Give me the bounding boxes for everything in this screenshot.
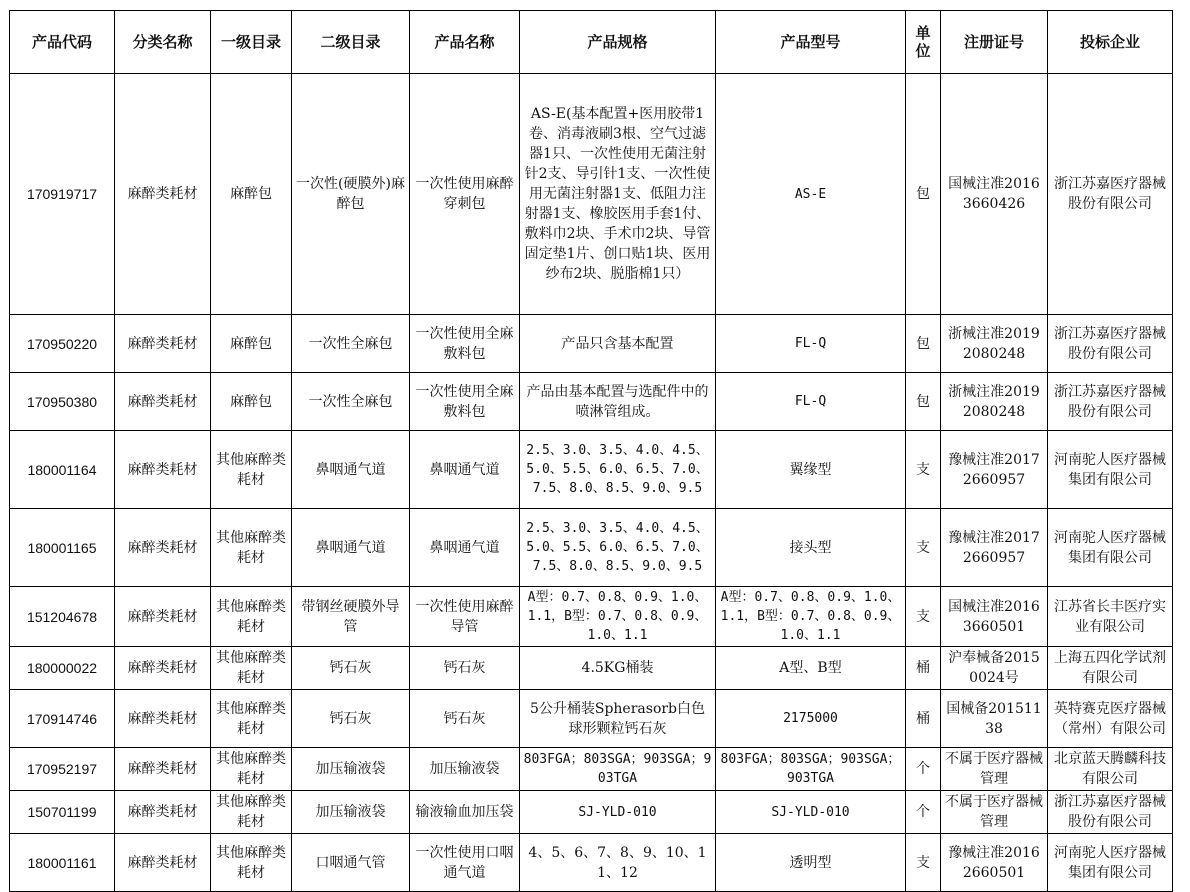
- cell-level1: 其他麻醉类耗材: [211, 431, 292, 509]
- cell-category: 麻醉类耗材: [115, 690, 211, 748]
- cell-product-code: 170914746: [10, 690, 115, 748]
- cell-product-name: 一次性使用麻醉穿刺包: [410, 74, 520, 315]
- cell-product-code: 151204678: [10, 587, 115, 647]
- header-cell-category: 分类名称: [115, 11, 211, 74]
- cell-company: 江苏省长丰医疗实业有限公司: [1048, 587, 1173, 647]
- cell-level2: 口咽通气管: [292, 834, 410, 892]
- cell-reg-no: 浙械注准20192080248: [941, 315, 1048, 373]
- cell-level2: 带钢丝硬膜外导管: [292, 587, 410, 647]
- document-page: [9, 10, 1173, 892]
- cell-reg-no: 豫械注准20162660501: [941, 834, 1048, 892]
- cell-model: 翼缘型: [716, 431, 906, 509]
- table-row: [10, 509, 1173, 587]
- header-cell-spec: 产品规格: [520, 11, 716, 74]
- cell-level1: 其他麻醉类耗材: [211, 587, 292, 647]
- cell-product-name: 输液输血加压袋: [410, 791, 520, 834]
- cell-category: 麻醉类耗材: [115, 74, 211, 315]
- cell-company: 河南驼人医疗器械集团有限公司: [1048, 834, 1173, 892]
- cell-spec: 2.5、3.0、3.5、4.0、4.5、5.0、5.5、6.0、6.5、7.0、7.5、8.0、8.5、9.0、9.5: [520, 431, 716, 509]
- cell-level1: 其他麻醉类耗材: [211, 748, 292, 791]
- cell-level1: 麻醉包: [211, 373, 292, 431]
- cell-level2: 鼻咽通气道: [292, 509, 410, 587]
- cell-category: 麻醉类耗材: [115, 647, 211, 690]
- header-cell-level1: 一级目录: [211, 11, 292, 74]
- cell-model: 2175000: [716, 690, 906, 748]
- cell-product-name: 一次性使用全麻敷料包: [410, 373, 520, 431]
- cell-level2: 加压输液袋: [292, 791, 410, 834]
- cell-company: 浙江苏嘉医疗器械股份有限公司: [1048, 373, 1173, 431]
- cell-reg-no: 豫械注准20172660957: [941, 509, 1048, 587]
- header-cell-reg-no: 注册证号: [941, 11, 1048, 74]
- table-row: [10, 431, 1173, 509]
- cell-level1: 其他麻醉类耗材: [211, 509, 292, 587]
- cell-company: 河南驼人医疗器械集团有限公司: [1048, 431, 1173, 509]
- cell-spec: 产品由基本配置与选配件中的喷淋管组成。: [520, 373, 716, 431]
- cell-level1: 麻醉包: [211, 315, 292, 373]
- cell-spec: 803FGA；803SGA；903SGA；903TGA: [520, 748, 716, 791]
- cell-company: 浙江苏嘉医疗器械股份有限公司: [1048, 315, 1173, 373]
- cell-model: 803FGA；803SGA；903SGA；903TGA: [716, 748, 906, 791]
- table-row: [10, 748, 1173, 791]
- table-row: [10, 315, 1173, 373]
- cell-reg-no: 国械备20151138: [941, 690, 1048, 748]
- table-row: [10, 587, 1173, 647]
- cell-company: 浙江苏嘉医疗器械股份有限公司: [1048, 74, 1173, 315]
- cell-category: 麻醉类耗材: [115, 509, 211, 587]
- cell-category: 麻醉类耗材: [115, 834, 211, 892]
- cell-product-name: 鼻咽通气道: [410, 431, 520, 509]
- cell-unit: 支: [906, 431, 941, 509]
- table-row: [10, 834, 1173, 892]
- cell-spec: 4、5、6、7、8、9、10、11、12: [520, 834, 716, 892]
- cell-product-code: 150701199: [10, 791, 115, 834]
- cell-product-name: 加压输液袋: [410, 748, 520, 791]
- cell-level1: 其他麻醉类耗材: [211, 834, 292, 892]
- table-row: [10, 647, 1173, 690]
- cell-unit: 支: [906, 587, 941, 647]
- cell-model: SJ-YLD-010: [716, 791, 906, 834]
- cell-unit: 个: [906, 748, 941, 791]
- cell-reg-no: 不属于医疗器械管理: [941, 791, 1048, 834]
- cell-spec: AS-E(基本配置+医用胶带1卷、消毒液刷3根、空气过滤器1只、一次性使用无菌注射针2支、导引针1支、一次性使用无菌注射器1支、低阻力注射器1支、橡胶医用手套1付、敷料巾2块、手术巾2块、导管固定垫1片、创口贴1块、医用纱布2块、脱脂棉1只）: [520, 74, 716, 315]
- cell-spec: 4.5KG桶装: [520, 647, 716, 690]
- cell-product-code: 170950220: [10, 315, 115, 373]
- cell-category: 麻醉类耗材: [115, 791, 211, 834]
- cell-product-code: 170950380: [10, 373, 115, 431]
- cell-level2: 鼻咽通气道: [292, 431, 410, 509]
- cell-unit: 支: [906, 509, 941, 587]
- cell-level1: 麻醉包: [211, 74, 292, 315]
- table-row: [10, 74, 1173, 315]
- header-cell-unit: 单位: [906, 11, 941, 74]
- cell-spec: 产品只含基本配置: [520, 315, 716, 373]
- cell-level1: 其他麻醉类耗材: [211, 690, 292, 748]
- cell-level2: 加压输液袋: [292, 748, 410, 791]
- cell-unit: 桶: [906, 690, 941, 748]
- cell-category: 麻醉类耗材: [115, 587, 211, 647]
- table-row: [10, 373, 1173, 431]
- header-cell-company: 投标企业: [1048, 11, 1173, 74]
- cell-unit: 包: [906, 74, 941, 315]
- table-row: [10, 791, 1173, 834]
- cell-unit: 支: [906, 834, 941, 892]
- cell-model: A型：0.7、0.8、0.9、1.0、1.1，B型：0.7、0.8、0.9、1.0、1.1: [716, 587, 906, 647]
- cell-product-name: 一次性使用全麻敷料包: [410, 315, 520, 373]
- cell-company: 英特赛克医疗器械（常州）有限公司: [1048, 690, 1173, 748]
- cell-spec: 2.5、3.0、3.5、4.0、4.5、5.0、5.5、6.0、6.5、7.0、7.5、8.0、8.5、9.0、9.5: [520, 509, 716, 587]
- cell-company: 上海五四化学试剂有限公司: [1048, 647, 1173, 690]
- cell-spec: SJ-YLD-010: [520, 791, 716, 834]
- cell-company: 北京蓝天腾麟科技有限公司: [1048, 748, 1173, 791]
- header-cell-level2: 二级目录: [292, 11, 410, 74]
- header-cell-product-name: 产品名称: [410, 11, 520, 74]
- table-row: [10, 690, 1173, 748]
- cell-product-code: 180001161: [10, 834, 115, 892]
- cell-reg-no: 沪奉械备20150024号: [941, 647, 1048, 690]
- cell-level2: 钙石灰: [292, 647, 410, 690]
- cell-reg-no: 国械注准20163660426: [941, 74, 1048, 315]
- cell-category: 麻醉类耗材: [115, 431, 211, 509]
- cell-category: 麻醉类耗材: [115, 748, 211, 791]
- cell-unit: 个: [906, 791, 941, 834]
- cell-product-name: 钙石灰: [410, 690, 520, 748]
- cell-level2: 一次性(硬膜外)麻醉包: [292, 74, 410, 315]
- cell-model: FL-Q: [716, 373, 906, 431]
- cell-level1: 其他麻醉类耗材: [211, 791, 292, 834]
- cell-category: 麻醉类耗材: [115, 373, 211, 431]
- cell-unit: 桶: [906, 647, 941, 690]
- cell-reg-no: 浙械注准20192080248: [941, 373, 1048, 431]
- cell-product-code: 170919717: [10, 74, 115, 315]
- cell-product-name: 一次性使用口咽通气道: [410, 834, 520, 892]
- cell-product-code: 180000022: [10, 647, 115, 690]
- cell-product-name: 鼻咽通气道: [410, 509, 520, 587]
- header-row: [10, 11, 1173, 74]
- cell-spec: 5公升桶装Spherasorb白色球形颗粒钙石灰: [520, 690, 716, 748]
- cell-product-code: 170952197: [10, 748, 115, 791]
- cell-model: AS-E: [716, 74, 906, 315]
- cell-model: 透明型: [716, 834, 906, 892]
- cell-company: 浙江苏嘉医疗器械股份有限公司: [1048, 791, 1173, 834]
- cell-unit: 包: [906, 315, 941, 373]
- header-cell-product-code: 产品代码: [10, 11, 115, 74]
- cell-product-code: 180001165: [10, 509, 115, 587]
- cell-model: 接头型: [716, 509, 906, 587]
- header-cell-model: 产品型号: [716, 11, 906, 74]
- cell-product-name: 钙石灰: [410, 647, 520, 690]
- cell-unit: 包: [906, 373, 941, 431]
- cell-level2: 一次性全麻包: [292, 315, 410, 373]
- cell-reg-no: 不属于医疗器械管理: [941, 748, 1048, 791]
- cell-model: FL-Q: [716, 315, 906, 373]
- product-table: [9, 10, 1173, 892]
- cell-category: 麻醉类耗材: [115, 315, 211, 373]
- cell-product-name: 一次性使用麻醉导管: [410, 587, 520, 647]
- cell-spec: A型：0.7、0.8、0.9、1.0、1.1，B型：0.7、0.8、0.9、1.0、1.1: [520, 587, 716, 647]
- cell-level1: 其他麻醉类耗材: [211, 647, 292, 690]
- cell-level2: 一次性全麻包: [292, 373, 410, 431]
- cell-reg-no: 国械注准20163660501: [941, 587, 1048, 647]
- cell-product-code: 180001164: [10, 431, 115, 509]
- cell-reg-no: 豫械注准20172660957: [941, 431, 1048, 509]
- cell-level2: 钙石灰: [292, 690, 410, 748]
- cell-company: 河南驼人医疗器械集团有限公司: [1048, 509, 1173, 587]
- cell-model: A型、B型: [716, 647, 906, 690]
